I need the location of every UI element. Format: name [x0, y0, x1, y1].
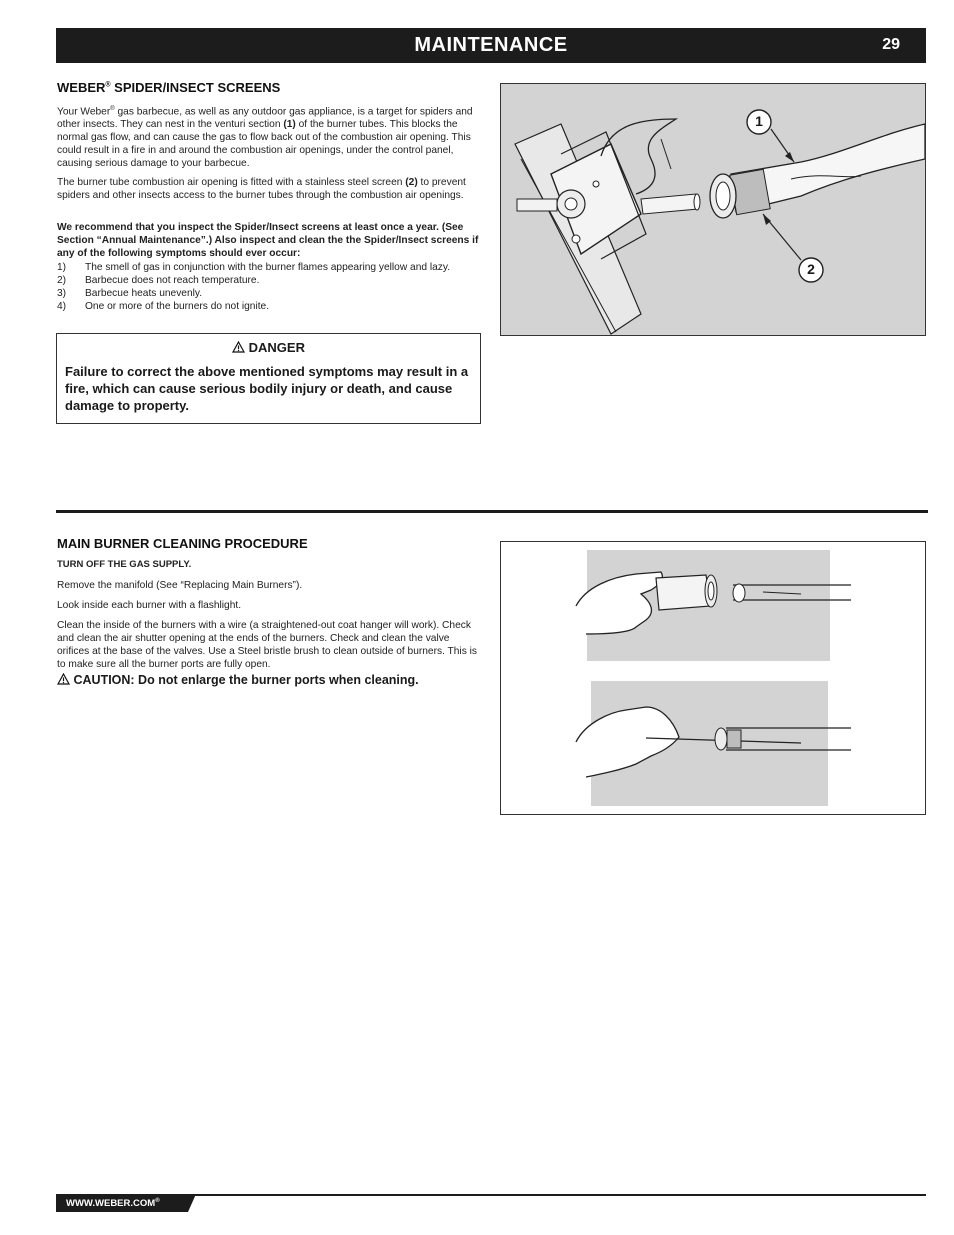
- list-item: 3) Barbecue heats unevenly.: [57, 288, 203, 299]
- caution-note: CAUTION: Do not enlarge the burner ports when cleaning.: [57, 673, 419, 687]
- step-remove-manifold: Remove the manifold (See “Replacing Main Burners”).: [57, 580, 303, 591]
- page-number: 29: [882, 36, 900, 53]
- list-item: 1) The smell of gas in conjunction with the burner flames appearing yellow and lazy.: [57, 262, 451, 273]
- cleaning-illustration: [501, 542, 925, 814]
- step-turn-off-gas: TURN OFF THE GAS SUPPLY.: [57, 559, 192, 570]
- burner-illustration: [501, 84, 925, 335]
- warning-triangle-icon: [232, 340, 249, 355]
- footer-tab: [56, 1194, 196, 1214]
- callout-1-label: 1: [755, 113, 763, 129]
- section-divider: [56, 510, 928, 513]
- cleaning-figure: [500, 541, 926, 815]
- warning-triangle-icon: [57, 673, 73, 687]
- danger-box: [56, 333, 481, 424]
- callout-2-label: 2: [807, 261, 815, 277]
- spider-section-heading: WEBER® SPIDER/INSECT SCREENS: [57, 80, 281, 95]
- burner-section-heading: MAIN BURNER CLEANING PROCEDURE: [57, 536, 308, 551]
- symptom-list: [57, 261, 487, 313]
- list-item: 2) Barbecue does not reach temperature.: [57, 275, 260, 286]
- list-item: 4) One or more of the burners do not ignite.: [57, 301, 270, 312]
- danger-title: DANGER: [57, 340, 480, 355]
- spider-paragraph-3: We recommend that you inspect the Spider/Insect screens at least once a year. (See Section “Annual Maintenance”.) Also inspect and clean the the Spider/Insect screens if any of the following symptoms should ever occur:: [57, 222, 479, 259]
- step-flashlight: Look inside each burner with a flashlight.: [57, 600, 242, 611]
- page-header: [56, 28, 926, 63]
- footer-url: WWW.WEBER.COM®: [66, 1198, 160, 1210]
- page-title: MAINTENANCE: [414, 34, 568, 56]
- spider-paragraph-1: Your Weber® gas barbecue, as well as any outdoor gas appliance, is a target for spiders and other insects. They can nest in the venturi section (1) of the burner tubes. This blocks the normal gas flow, and can cause the gas to flow back out of the combustion air opening. This could result in a fire in and around the combustion air openings, under the control panel, causing serious damage to your barbecue.: [57, 106, 473, 170]
- spider-paragraph-2: The burner tube combustion air opening is fitted with a stainless steel screen (2) to prevent spiders and other insects access to the burner tubes through the combustion air openings.: [57, 177, 466, 201]
- venturi-figure: [500, 83, 926, 336]
- danger-text: Failure to correct the above mentioned symptoms may result in a fire, which can cause serious bodily injury or death, and cause damage to property.: [65, 364, 469, 413]
- step-clean-burners: Clean the inside of the burners with a wire (a straightened-out coat hanger will work). Check and clean the air shutter opening at the ends of the burners. Check and clean the valve orifices at the base of the valves. Use a Steel bristle brush to clean outside of burners. This is to make sure all the burner ports are fully open.: [57, 620, 477, 670]
